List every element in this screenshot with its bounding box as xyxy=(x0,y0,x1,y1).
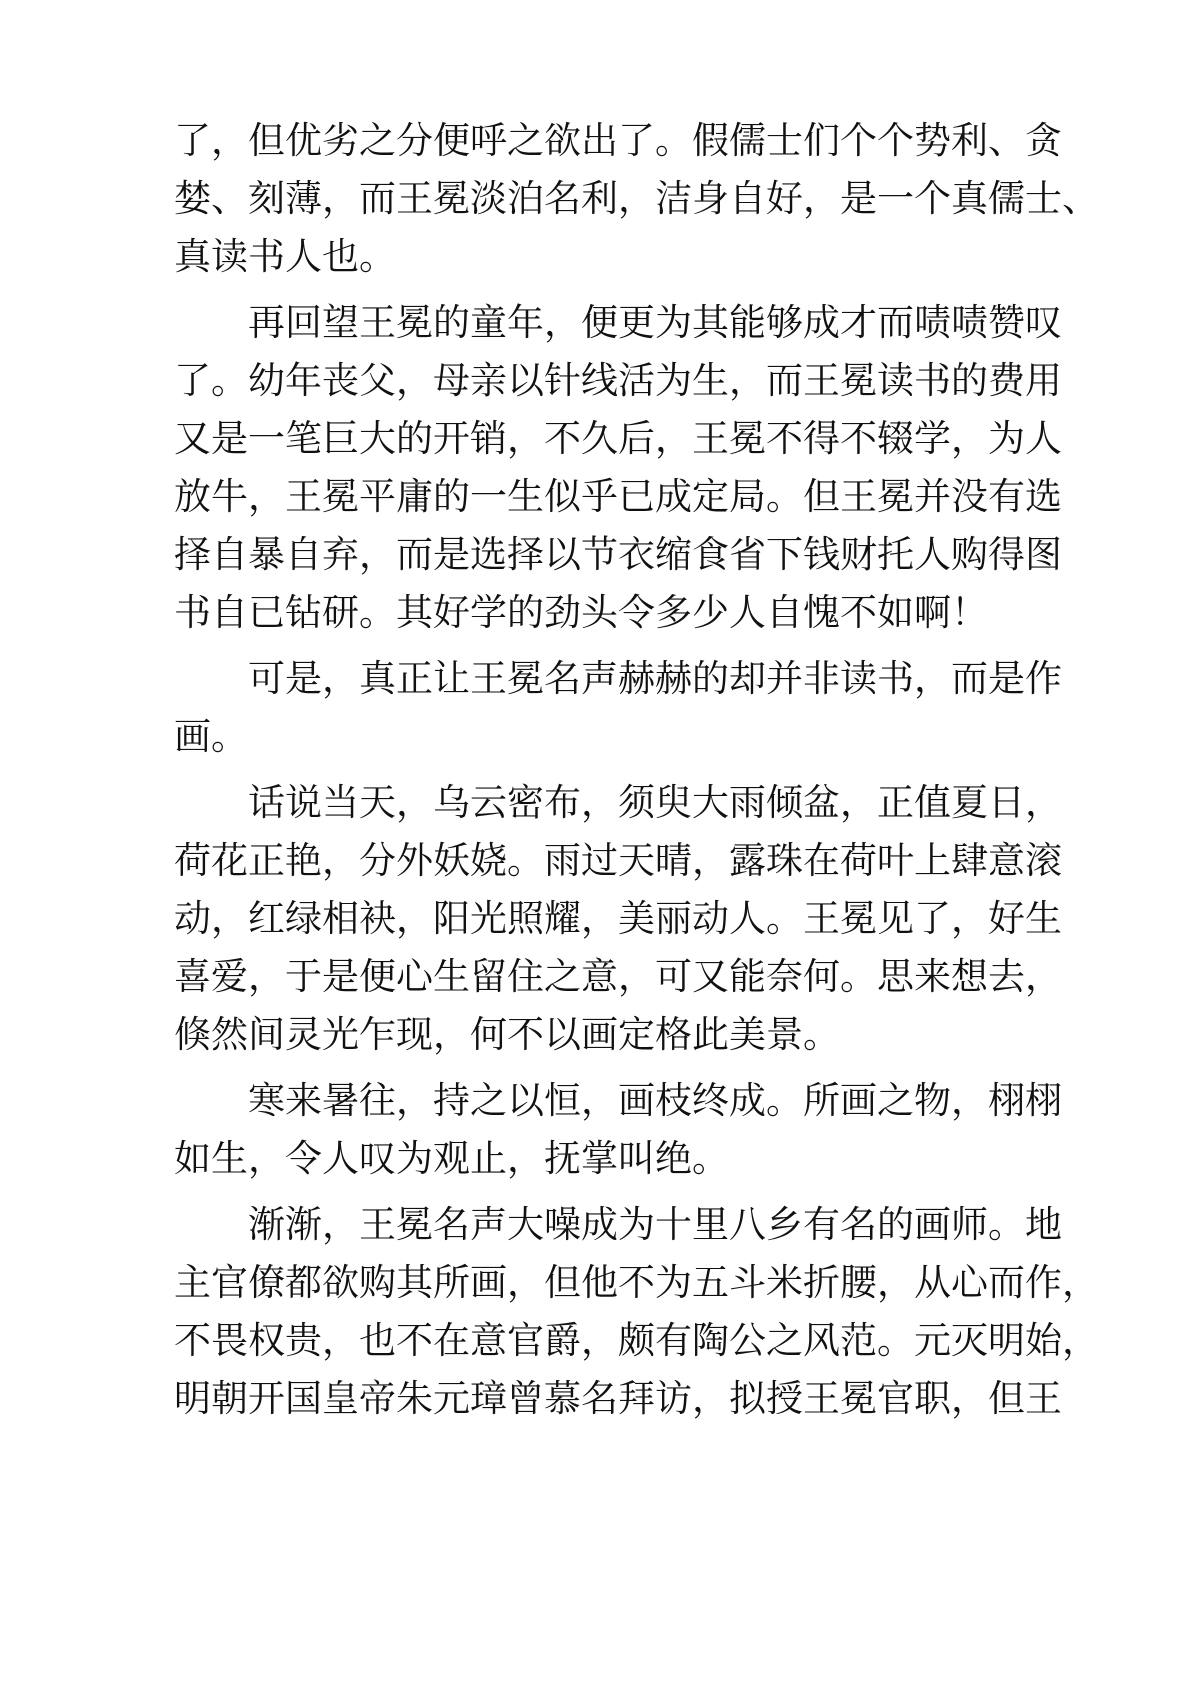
text-line: 主官僚都欲购其所画，但他不为五斗米折腰，从心而作， xyxy=(174,1261,1099,1304)
paragraph-4 xyxy=(174,774,1062,1064)
text-line: 再回望王冕的童年，便更为其能够成才而啧啧赞叹 xyxy=(248,301,1062,344)
text-line: 真读书人也。 xyxy=(174,235,396,278)
paragraph-1 xyxy=(174,112,1099,286)
text-line: 书自已钻研。其好学的劲头令多少人自愧不如啊！ xyxy=(174,591,988,634)
text-line: 动，红绿相袂，阳光照耀，美丽动人。王冕见了，好生 xyxy=(174,897,1062,940)
text-line: 话说当天，乌云密布，须臾大雨倾盆，正值夏日， xyxy=(248,781,1062,824)
text-line: 渐渐，王冕名声大噪成为十里八乡有名的画师。地 xyxy=(248,1203,1062,1246)
paragraph-3 xyxy=(174,650,1062,766)
text-line: 择自暴自弃，而是选择以节衣缩食省下钱财托人购得图 xyxy=(174,533,1062,576)
text-line: 可是，真正让王冕名声赫赫的却并非读书，而是作 xyxy=(248,657,1062,700)
paragraph-6 xyxy=(174,1196,1099,1428)
text-line: 不畏权贵，也不在意官爵，颇有陶公之风范。元灭明始， xyxy=(174,1319,1099,1362)
paragraph-5 xyxy=(174,1072,1062,1188)
text-line: 如生，令人叹为观止，抚掌叫绝。 xyxy=(174,1137,729,1180)
text-line: 喜爱，于是便心生留住之意，可又能奈何。思来想去， xyxy=(174,955,1062,998)
text-line: 寒来暑往，持之以恒，画枝终成。所画之物，栩栩 xyxy=(248,1079,1062,1122)
text-line: 婪、刻薄，而王冕淡泊名利，洁身自好，是一个真儒士、 xyxy=(174,177,1099,220)
document-body xyxy=(174,112,1099,1436)
paragraph-2 xyxy=(174,294,1062,642)
text-line: 明朝开国皇帝朱元璋曾慕名拜访，拟授王冕官职，但王 xyxy=(174,1377,1062,1420)
text-line: 又是一笔巨大的开销，不久后，王冕不得不辍学，为人 xyxy=(174,417,1062,460)
text-line: 放牛，王冕平庸的一生似乎已成定局。但王冕并没有选 xyxy=(174,475,1062,518)
text-line: 画。 xyxy=(174,715,248,758)
text-line: 了，但优劣之分便呼之欲出了。假儒士们个个势利、贪 xyxy=(174,119,1062,162)
text-line: 倏然间灵光乍现，何不以画定格此美景。 xyxy=(174,1013,840,1056)
text-line: 了。幼年丧父，母亲以针线活为生，而王冕读书的费用 xyxy=(174,359,1062,402)
text-line: 荷花正艳，分外妖娆。雨过天晴，露珠在荷叶上肆意滚 xyxy=(174,839,1062,882)
